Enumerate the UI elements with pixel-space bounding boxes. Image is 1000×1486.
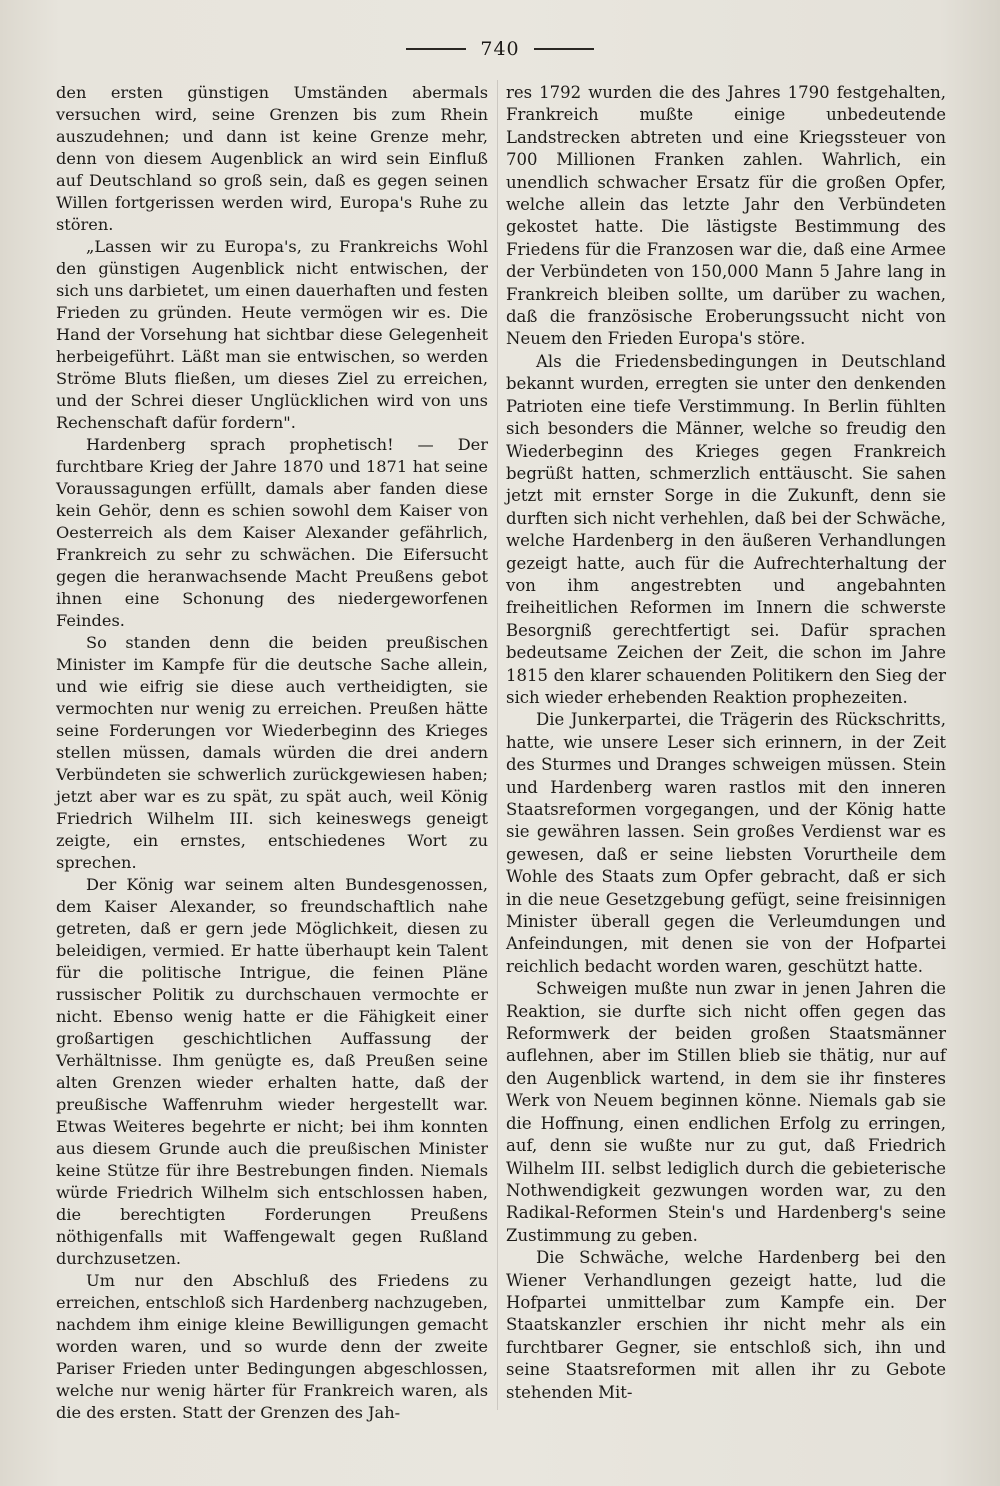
paragraph: Die Schwäche, welche Hardenberg bei den Wiener Verhandlungen gezeigt hatte, lud die Hofpartei unmittelbar zum Kampfe ein. Der Staatskanzler erschien ihr nicht mehr als ein furchtbarer Gegner, sie entschloß sich, ihn und seine Staatsreformen mit allen ihr zu Gebote stehenden Mit- <box>506 1248 946 1402</box>
paragraph: „Lassen wir zu Europa's, zu Frankreichs Wohl den günstigen Augenblick nicht entwischen, der sich uns darbietet, um einen dauerhaften und festen Frieden zu gründen. Heute vermögen wir es. Die Hand der Vorsehung hat sichtbar diese Gelegenheit herbeigeführt. Läßt man sie entwischen, so werden Ströme Bluts fließen, um dieses Ziel zu erreichen, und der Schrei dieser Unglücklichen wird von uns Rechenschaft dafür fordern". <box>56 237 488 432</box>
column-gutter <box>497 80 498 1410</box>
paragraph: res 1792 wurden die des Jahres 1790 festgehalten, Frankreich mußte einige unbedeutende Landstrecken abtreten und eine Kriegssteuer von 700 Millionen Franken zahlen. Wahrlich, ein unendlich schwacher Ersatz für die großen Opfer, welche allein das letzte Jahr den Verbündeten gekostet hatte. Die lästigste Bestimmung des Friedens für die Franzosen war die, daß eine Armee der Verbündeten von 150,000 Mann 5 Jahre lang in Frankreich bleiben sollte, um darüber zu wachen, daß die französische Eroberungssucht nicht von Neuem den Frieden Europa's störe. <box>506 83 946 349</box>
paragraph: Als die Friedensbedingungen in Deutschland bekannt wurden, erregten sie unter den denkenden Patrioten eine tiefe Verstimmung. In Berlin fühlten sich besonders die Männer, welche so freudig den Wiederbeginn des Krieges gegen Frankreich begrüßt hatten, schmerzlich enttäuscht. Sie sahen jetzt mit ernster Sorge in die Zukunft, denn sie durften sich nicht verhehlen, daß bei der Schwäche, welche Hardenberg in den äußeren Verhandlungen gezeigt hatte, auch für die Aufrechterhaltung der von ihm angestrebten und angebahnten freiheitlichen Reformen im Innern die schwerste Besorgniß gerechtfertigt sei. Dafür sprachen bedeutsame Zeichen der Zeit, die schon im Jahre 1815 den klarer schauenden Politikern den Sieg der sich wieder erhebenden Reaktion prophezeiten. <box>506 351 946 707</box>
page-header <box>0 34 1000 64</box>
paragraph: Um nur den Abschluß des Friedens zu erreichen, entschloß sich Hardenberg nachzugeben, nachdem ihm einige kleine Bewilligungen gemacht worden waren, und so wurde denn der zweite Pariser Frieden unter Bedingungen abgeschlossen, welche nur wenig härter für Frankreich waren, als die des ersten. Statt der Grenzen des Jah- <box>56 1271 488 1422</box>
paragraph: So standen denn die beiden preußischen Minister im Kampfe für die deutsche Sache allein, und wie eifrig sie diese auch vertheidigten, sie vermochten nur wenig zu erreichen. Preußen hätte seine Forderungen vor Wiederbeginn des Krieges stellen müssen, damals würden die drei andern Verbündeten sie schwerlich zurückgewiesen haben; jetzt aber war es zu spät, zu spät auch, weil König Friedrich Wilhelm III. sich keineswegs geneigt zeigte, ein ernstes, entschiedenes Wort zu sprechen. <box>56 633 488 872</box>
paragraph: Schweigen mußte nun zwar in jenen Jahren die Reaktion, sie durfte sich nicht offen gegen das Reformwerk der beiden großen Staatsmänner auflehnen, aber im Stillen blieb sie thätig, nur auf den Augenblick wartend, in dem sie ihr finsteres Werk von Neuem beginnen könne. Niemals gab sie die Hoffnung, einen endlichen Erfolg zu erringen, auf, denn sie wußte nur zu gut, daß Friedrich Wilhelm III. selbst lediglich durch die gebieterische Nothwendigkeit gezwungen worden war, zu den Radikal-Reformen Stein's und Hardenberg's seine Zustimmung zu geben. <box>506 979 946 1245</box>
paragraph: Hardenberg sprach prophetisch! — Der furchtbare Krieg der Jahre 1870 und 1871 hat seine Voraussagungen erfüllt, damals aber fanden diese kein Gehör, denn es schien sowohl dem Kaiser von Oesterreich als dem Kaiser Alexander gefährlich, Frankreich zu sehr zu schwächen. Die Eifersucht gegen die heranwachsende Macht Preußens gebot ihnen eine Schonung des niedergeworfenen Feindes. <box>56 435 488 630</box>
header-rule-right <box>534 48 594 50</box>
page-number: 740 <box>480 38 520 60</box>
right-column <box>506 82 946 1404</box>
paragraph: den ersten günstigen Umständen abermals versuchen wird, seine Grenzen bis zum Rhein auszudehnen; und dann ist keine Grenze mehr, denn von diesem Augenblick an wird sein Einfluß auf Deutschland so groß sein, daß es gegen seinen Willen fortgerissen werden wird, Europa's Ruhe zu stören. <box>56 83 488 234</box>
paragraph: Die Junkerpartei, die Trägerin des Rückschritts, hatte, wie unsere Leser sich erinnern, in der Zeit des Sturmes und Dranges schweigen müssen. Stein und Hardenberg waren rastlos mit den inneren Staatsreformen vorgegangen, und der König hatte sie gewähren lassen. Sein großes Verdienst war es gewesen, daß er seine liebsten Vorurtheile dem Wohle des Staats zum Opfer gebracht, daß er sich in die neue Gesetzgebung gefügt, seine freisinnigen Minister überall gegen die Verleumdungen und Anfeindungen, mit denen sie von der Hofpartei reichlich bedacht worden waren, geschützt hatte. <box>506 710 946 976</box>
header-rule-left <box>406 48 466 50</box>
left-column <box>56 82 488 1424</box>
paragraph: Der König war seinem alten Bundesgenossen, dem Kaiser Alexander, so freundschaftlich nahe getreten, daß er gern jede Möglichkeit, diesen zu beleidigen, vermied. Er hatte überhaupt kein Talent für die politische Intrigue, die feinen Pläne russischer Politik zu durchschauen vermochte er nicht. Ebenso wenig hatte er die Fähigkeit einer großartigen geschichtlichen Auffassung der Verhältnisse. Ihm genügte es, daß Preußen seine alten Grenzen wieder erhalten hatte, daß der preußische Waffenruhm wieder hergestellt war. Etwas Weiteres begehrte er nicht; bei ihm konnten aus diesem Grunde auch die preußischen Minister keine Stütze für ihre Bestrebungen finden. Niemals würde Friedrich Wilhelm sich entschlossen haben, die berechtigten Forderungen Preußens nöthigenfalls mit Waffengewalt gegen Rußland durchzusetzen. <box>56 875 488 1268</box>
